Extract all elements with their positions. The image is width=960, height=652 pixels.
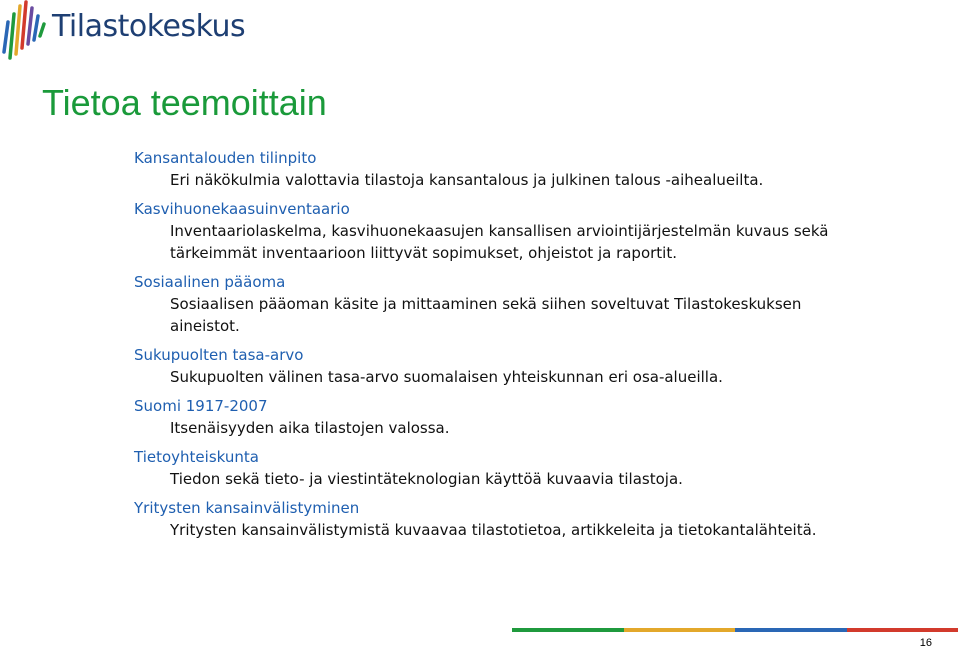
logo-bar: [4, 22, 8, 52]
topic-item: [134, 344, 914, 388]
topic-description: Sosiaalisen pääoman käsite ja mittaaminen sekä siihen soveltuvat Tilastokeskuksen aineistot.: [170, 295, 802, 335]
tilastokeskus-logo-icon: [0, 0, 48, 62]
topic-link-yritysten-kansainvalistyminen[interactable]: Yritysten kansainvälistyminen: [134, 499, 360, 517]
topic-link-sukupuolten-tasa-arvo[interactable]: Sukupuolten tasa-arvo: [134, 346, 304, 364]
topic-item: [134, 198, 914, 264]
logo-bar: [16, 6, 20, 54]
topic-link-tietoyhteiskunta[interactable]: Tietoyhteiskunta: [134, 448, 259, 466]
topic-link-kansantalouden-tilinpito[interactable]: Kansantalouden tilinpito: [134, 149, 317, 167]
topic-link-suomi-1917-2007[interactable]: Suomi 1917-2007: [134, 397, 268, 415]
topic-item: [134, 271, 914, 337]
topic-description: Inventaariolaskelma, kasvihuonekaasujen kansallisen arviointijärjestelmän kuvaus sekä tärkeimmät inventaarioon liittyvät sopimukset, ohjeistot ja raportit.: [170, 222, 829, 262]
topic-description: Itsenäisyyden aika tilastojen valossa.: [170, 419, 450, 437]
topic-item: [134, 395, 914, 439]
topic-item: [134, 497, 914, 541]
topic-description: Tiedon sekä tieto- ja viestintäteknologian käyttöä kuvaavia tilastoja.: [170, 470, 683, 488]
logo-text: Tilastokeskus: [52, 9, 246, 44]
logo-bar: [34, 16, 38, 40]
topic-description: Sukupuolten välinen tasa-arvo suomalaisen yhteiskunnan eri osa-alueilla.: [170, 368, 723, 386]
logo-bar: [22, 2, 26, 48]
logo-bar: [10, 14, 14, 58]
page-number: 16: [919, 637, 932, 649]
logo-bar: [40, 24, 44, 36]
footer-bar-segment: [847, 628, 959, 632]
logo-bar: [28, 8, 32, 44]
topic-description: Eri näkökulmia valottavia tilastoja kansantalous ja julkinen talous -aihealueilta.: [170, 171, 764, 189]
topic-item: [134, 446, 914, 490]
footer-bar-segment: [735, 628, 847, 632]
topic-item: [134, 147, 914, 191]
footer-bar-segment: [624, 628, 736, 632]
topic-link-sosiaalinen-paaoma[interactable]: Sosiaalinen pääoma: [134, 273, 286, 291]
topic-link-kasvihuonekaasuinventaario[interactable]: Kasvihuonekaasuinventaario: [134, 200, 350, 218]
tilastokeskus-logo: [0, 0, 260, 62]
page-title: Tietoa teemoittain: [42, 82, 327, 123]
topic-description: Yritysten kansainvälistymistä kuvaavaa tilastotietoa, artikkeleita ja tietokantalähteitä.: [170, 521, 817, 539]
topic-list: [134, 147, 914, 548]
footer-bar-segment: [512, 628, 624, 632]
footer-color-bar: [512, 628, 958, 632]
